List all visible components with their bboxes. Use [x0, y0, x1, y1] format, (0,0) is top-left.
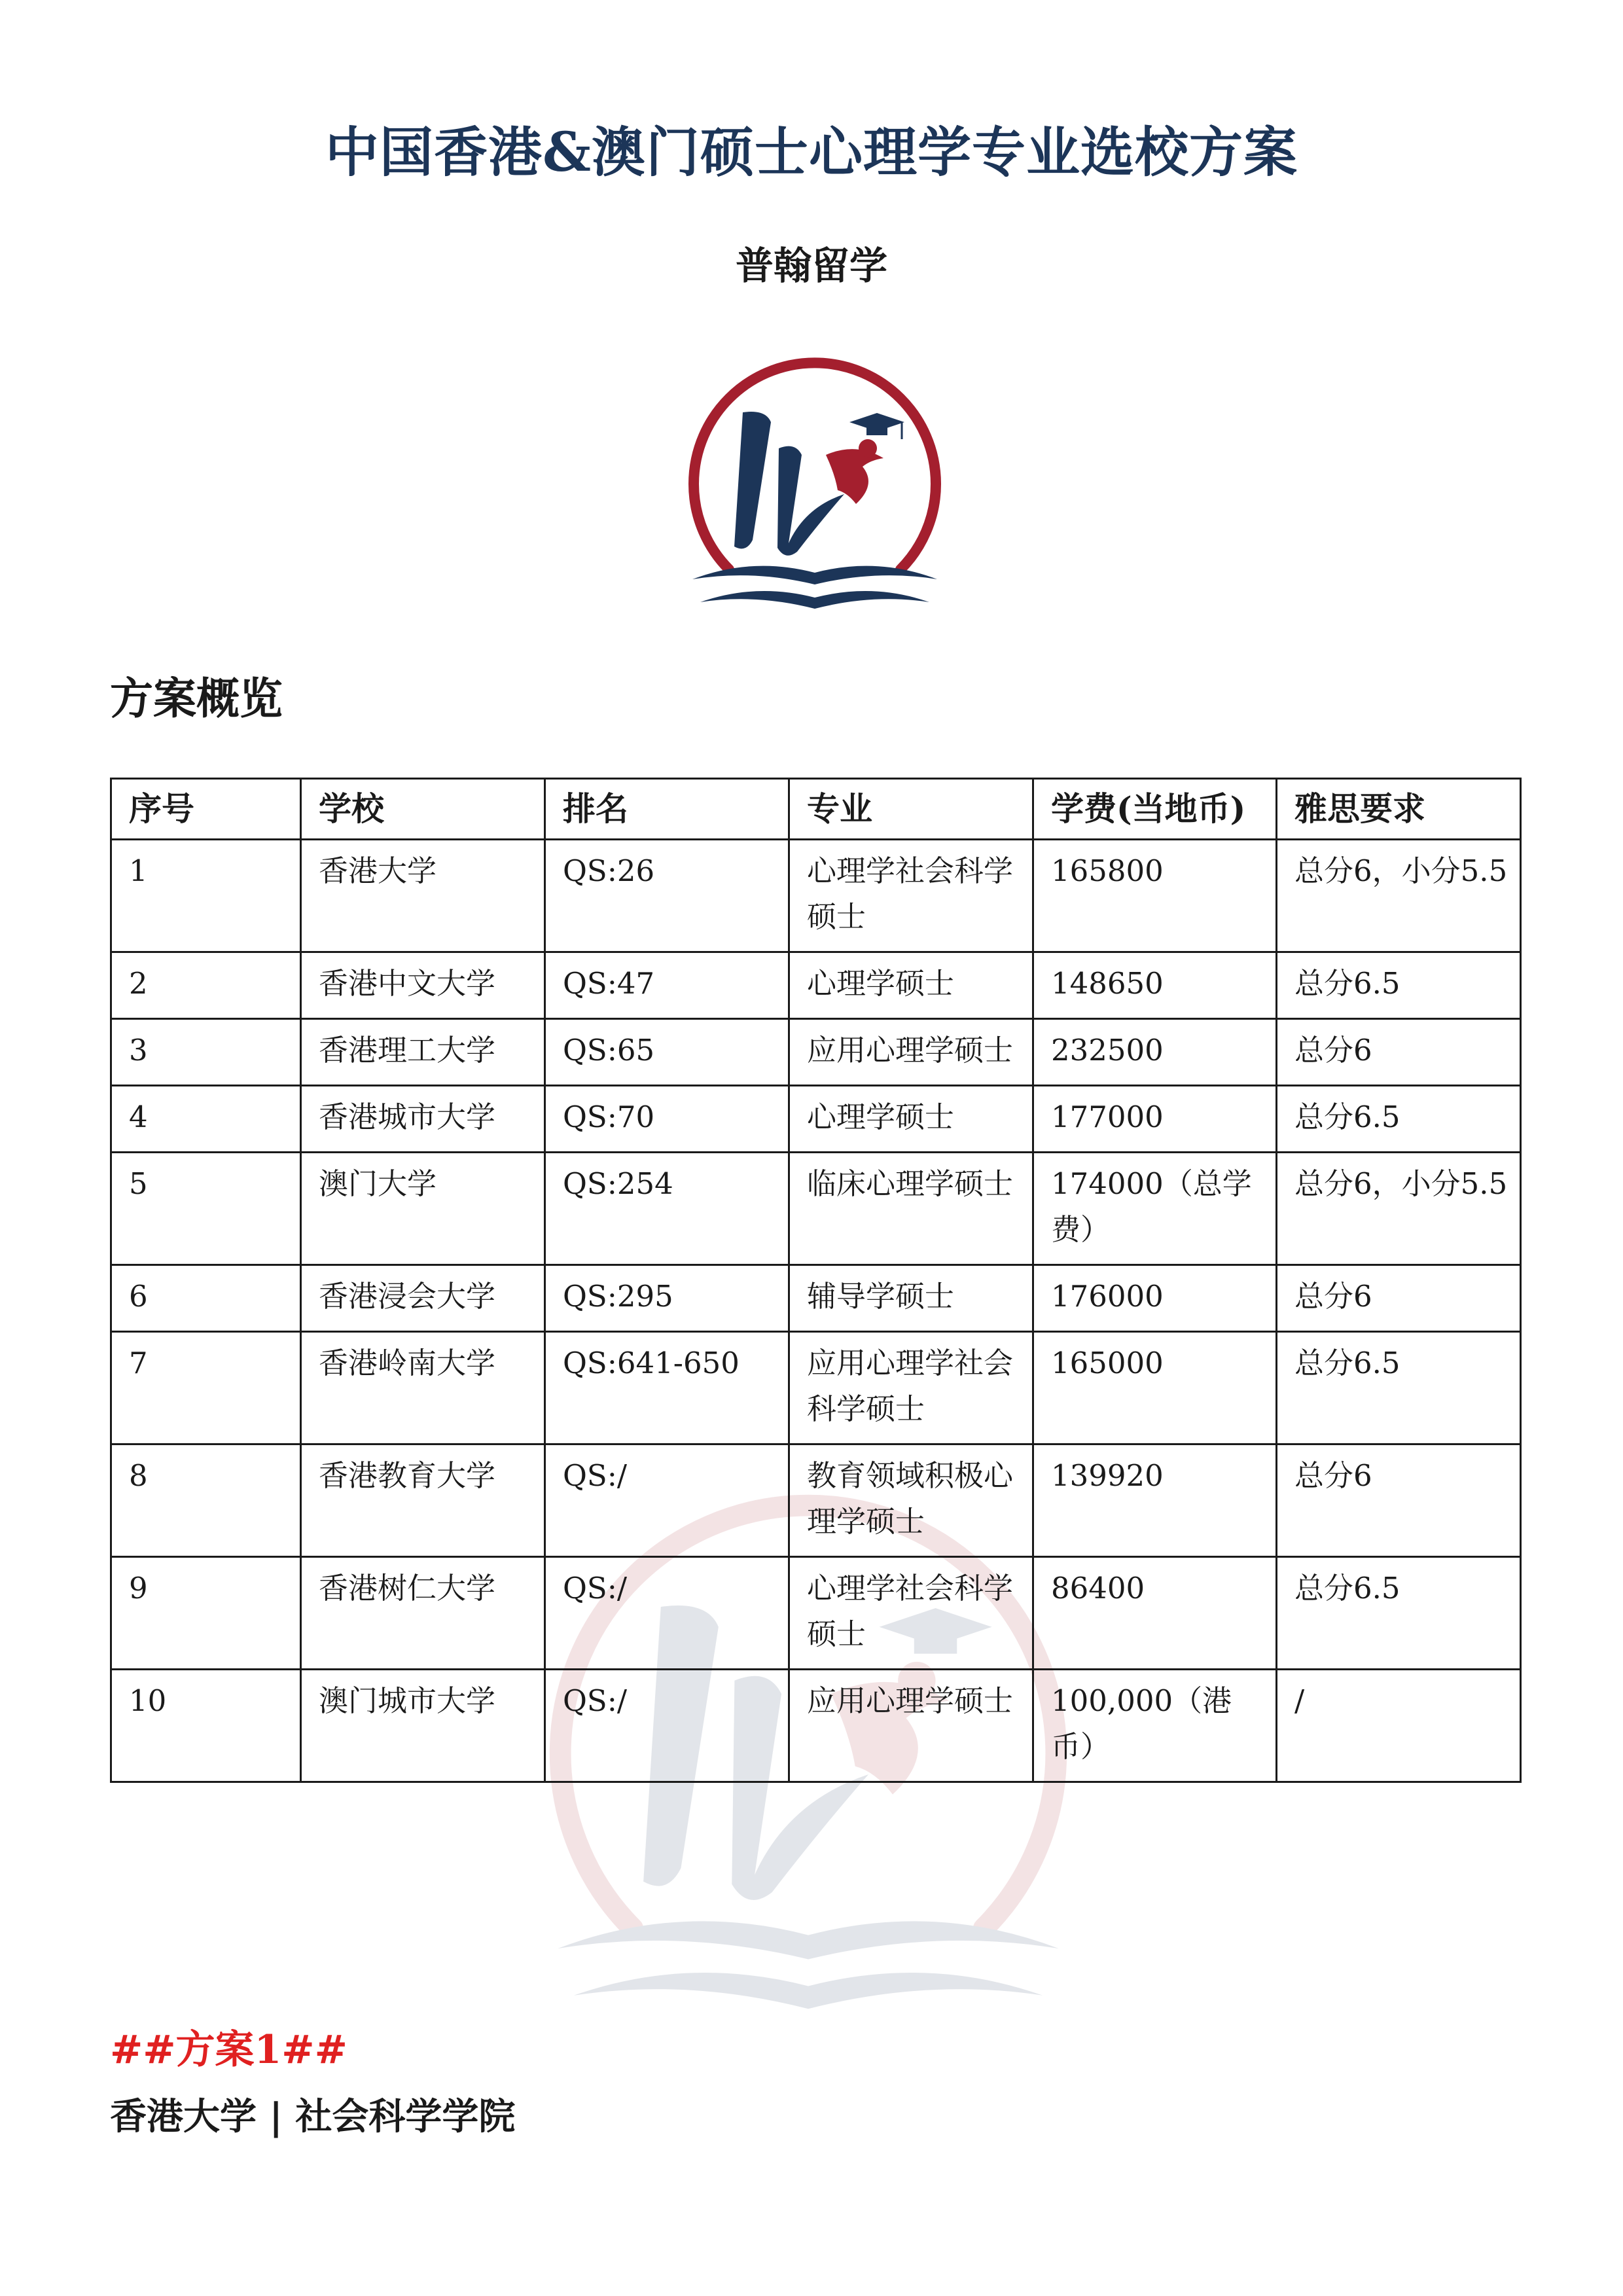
table-cell: 3	[111, 1019, 301, 1086]
table-cell: QS:65	[545, 1019, 789, 1086]
table-cell: 应用心理学社会科学硕士	[789, 1332, 1033, 1444]
table-cell: 4	[111, 1086, 301, 1153]
table-cell: 香港浸会大学	[301, 1265, 545, 1332]
table-cell: 澳门城市大学	[301, 1670, 545, 1782]
table-cell: 177000	[1033, 1086, 1277, 1153]
overview-table	[110, 778, 1522, 1783]
table-cell: 总分6.5	[1277, 1557, 1521, 1670]
table-cell: 香港中文大学	[301, 952, 545, 1019]
table-cell: 总分6	[1277, 1444, 1521, 1557]
column-header: 排名	[545, 779, 789, 840]
table-cell: 临床心理学硕士	[789, 1153, 1033, 1265]
table-cell: 1	[111, 840, 301, 952]
table-cell: /	[1277, 1670, 1521, 1782]
table-row	[111, 840, 1521, 952]
table-cell: QS:/	[545, 1670, 789, 1782]
table-cell: 8	[111, 1444, 301, 1557]
table-cell: 5	[111, 1153, 301, 1265]
table-cell: QS:47	[545, 952, 789, 1019]
table-row	[111, 1265, 1521, 1332]
table-cell: 香港教育大学	[301, 1444, 545, 1557]
table-cell: 香港树仁大学	[301, 1557, 545, 1670]
table-cell: 总分6，小分5.5	[1277, 1153, 1521, 1265]
table-cell: 辅导学硕士	[789, 1265, 1033, 1332]
table-cell: 86400	[1033, 1557, 1277, 1670]
table-row	[111, 1444, 1521, 1557]
table-cell: 10	[111, 1670, 301, 1782]
table-cell: 148650	[1033, 952, 1277, 1019]
table-cell: QS:641-650	[545, 1332, 789, 1444]
table-header-row	[111, 779, 1521, 840]
table-cell: QS:295	[545, 1265, 789, 1332]
table-cell: 6	[111, 1265, 301, 1332]
table-cell: QS:70	[545, 1086, 789, 1153]
page-subtitle: 普翰留学	[735, 243, 887, 288]
table-cell: 教育领域积极心理学硕士	[789, 1444, 1033, 1557]
scheme-school-heading: 香港大学 | 社会科学学院	[110, 2095, 516, 2138]
column-header: 学校	[301, 779, 545, 840]
table-cell: 总分6.5	[1277, 952, 1521, 1019]
table-cell: 香港大学	[301, 840, 545, 952]
table-cell: 应用心理学硕士	[789, 1670, 1033, 1782]
table-cell: QS:26	[545, 840, 789, 952]
table-cell: 心理学社会科学硕士	[789, 840, 1033, 952]
table-cell: 7	[111, 1332, 301, 1444]
table-cell: 心理学硕士	[789, 952, 1033, 1019]
table-cell: 165800	[1033, 840, 1277, 952]
table-cell: 心理学硕士	[789, 1086, 1033, 1153]
graduate-book-logo-icon	[681, 344, 949, 619]
table-cell: 香港岭南大学	[301, 1332, 545, 1444]
column-header: 学费(当地币)	[1033, 779, 1277, 840]
column-header: 雅思要求	[1277, 779, 1521, 840]
table-cell: 总分6，小分5.5	[1277, 840, 1521, 952]
table-row	[111, 952, 1521, 1019]
table-row	[111, 1153, 1521, 1265]
column-header: 序号	[111, 779, 301, 840]
table-cell: 总分6	[1277, 1265, 1521, 1332]
page-title: 中国香港&澳门硕士心理学专业选校方案	[325, 121, 1298, 184]
table-cell: 232500	[1033, 1019, 1277, 1086]
scheme-label: ##方案1##	[110, 2027, 348, 2073]
table-row	[111, 1019, 1521, 1086]
table-row	[111, 1332, 1521, 1444]
table-cell: 澳门大学	[301, 1153, 545, 1265]
overview-heading: 方案概览	[110, 673, 283, 724]
table-cell: 总分6.5	[1277, 1086, 1521, 1153]
table-cell: 总分6	[1277, 1019, 1521, 1086]
table-row	[111, 1557, 1521, 1670]
table-cell: QS:/	[545, 1557, 789, 1670]
table-cell: 9	[111, 1557, 301, 1670]
table-cell: 2	[111, 952, 301, 1019]
table-row	[111, 1670, 1521, 1782]
table-cell: 总分6.5	[1277, 1332, 1521, 1444]
table-cell: 100,000（港币）	[1033, 1670, 1277, 1782]
table-cell: 香港理工大学	[301, 1019, 545, 1086]
table-cell: 心理学社会科学硕士	[789, 1557, 1033, 1670]
table-cell: 应用心理学硕士	[789, 1019, 1033, 1086]
table-cell: 176000	[1033, 1265, 1277, 1332]
table-row	[111, 1086, 1521, 1153]
table-cell: QS:254	[545, 1153, 789, 1265]
table-cell: QS:/	[545, 1444, 789, 1557]
table-cell: 139920	[1033, 1444, 1277, 1557]
column-header: 专业	[789, 779, 1033, 840]
table-cell: 香港城市大学	[301, 1086, 545, 1153]
table-cell: 165000	[1033, 1332, 1277, 1444]
table-cell: 174000（总学费）	[1033, 1153, 1277, 1265]
